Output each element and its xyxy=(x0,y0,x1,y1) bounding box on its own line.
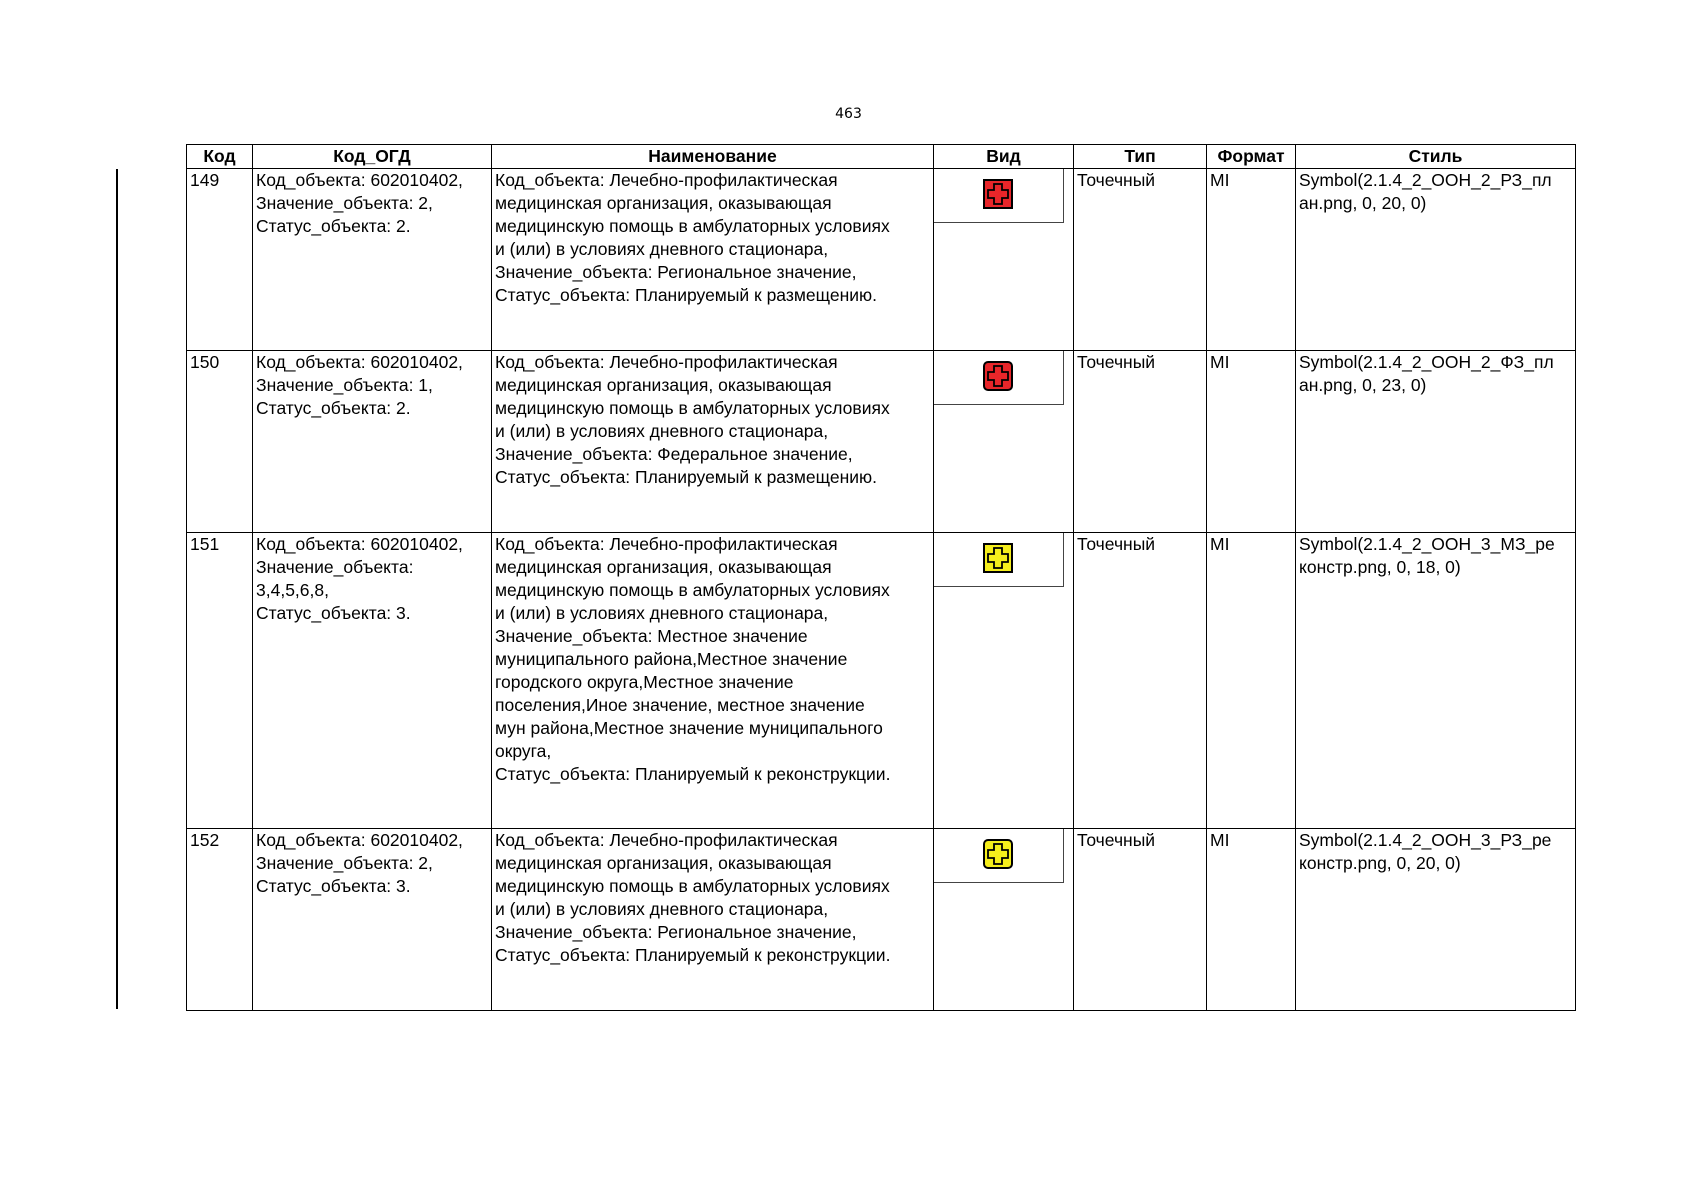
cell-code-ogd: Код_объекта: 602010402, Значение_объекта: 2, Статус_объекта: 3. xyxy=(253,829,492,1011)
header-view: Вид xyxy=(934,145,1074,169)
margin-line xyxy=(116,169,118,1009)
cell-type: Точечный xyxy=(1074,169,1207,351)
yellow-medical-cross-icon xyxy=(983,839,1013,869)
table-header-row xyxy=(187,145,1576,169)
table-row xyxy=(187,351,1576,533)
page-number: 463 xyxy=(835,106,862,122)
cell-format: MI xyxy=(1207,351,1296,533)
table-row xyxy=(187,169,1576,351)
cell-style: Symbol(2.1.4_2_ООН_2_РЗ_пл ан.png, 0, 20, 0) xyxy=(1296,169,1576,351)
header-style: Стиль xyxy=(1296,145,1576,169)
cell-view xyxy=(934,351,1074,533)
cell-name: Код_объекта: Лечебно-профилактическая медицинская организация, оказывающая медицинскую помощь в амбулаторных условиях и (или) в условиях дневного стационара, Значение_объекта: Местное значение муниципального района,Местное значение городского округа,Местное значение поселения,Иное значение, местное значение мун района,Местное значение муниципального округа, Статус_объекта: Планируемый к реконструкции. xyxy=(492,533,934,829)
table-row xyxy=(187,533,1576,829)
table-row xyxy=(187,829,1576,1011)
cell-code: 152 xyxy=(187,829,253,1011)
legend-table xyxy=(186,144,1576,1011)
header-name: Наименование xyxy=(492,145,934,169)
cell-format: MI xyxy=(1207,533,1296,829)
cell-format: MI xyxy=(1207,829,1296,1011)
cell-code-ogd: Код_объекта: 602010402, Значение_объекта: 2, Статус_объекта: 2. xyxy=(253,169,492,351)
cell-view xyxy=(934,829,1074,1011)
cell-type: Точечный xyxy=(1074,351,1207,533)
cell-view xyxy=(934,533,1074,829)
cell-type: Точечный xyxy=(1074,829,1207,1011)
header-code: Код xyxy=(187,145,253,169)
symbol-frame xyxy=(934,829,1064,883)
cell-code: 149 xyxy=(187,169,253,351)
cell-code: 151 xyxy=(187,533,253,829)
yellow-medical-cross-icon xyxy=(983,543,1013,573)
red-medical-cross-icon xyxy=(983,179,1013,209)
symbol-frame xyxy=(934,169,1064,223)
red-medical-cross-icon xyxy=(983,361,1013,391)
cell-code-ogd: Код_объекта: 602010402, Значение_объекта: 3,4,5,6,8, Статус_объекта: 3. xyxy=(253,533,492,829)
cell-code-ogd: Код_объекта: 602010402, Значение_объекта: 1, Статус_объекта: 2. xyxy=(253,351,492,533)
symbol-frame xyxy=(934,533,1064,587)
cell-name: Код_объекта: Лечебно-профилактическая медицинская организация, оказывающая медицинскую помощь в амбулаторных условиях и (или) в условиях дневного стационара, Значение_объекта: Федеральное значение, Статус_объекта: Планируемый к размещению. xyxy=(492,351,934,533)
header-code-ogd: Код_ОГД xyxy=(253,145,492,169)
cell-code: 150 xyxy=(187,351,253,533)
cell-name: Код_объекта: Лечебно-профилактическая медицинская организация, оказывающая медицинскую помощь в амбулаторных условиях и (или) в условиях дневного стационара, Значение_объекта: Региональное значение, Статус_объекта: Планируемый к реконструкции. xyxy=(492,829,934,1011)
symbol-frame xyxy=(934,351,1064,405)
cell-name: Код_объекта: Лечебно-профилактическая медицинская организация, оказывающая медицинскую помощь в амбулаторных условиях и (или) в условиях дневного стационара, Значение_объекта: Региональное значение, Статус_объекта: Планируемый к размещению. xyxy=(492,169,934,351)
cell-type: Точечный xyxy=(1074,533,1207,829)
cell-style: Symbol(2.1.4_2_ООН_3_РЗ_ре констр.png, 0, 20, 0) xyxy=(1296,829,1576,1011)
cell-style: Symbol(2.1.4_2_ООН_2_ФЗ_пл ан.png, 0, 23, 0) xyxy=(1296,351,1576,533)
cell-format: MI xyxy=(1207,169,1296,351)
header-format: Формат xyxy=(1207,145,1296,169)
header-type: Тип xyxy=(1074,145,1207,169)
cell-view xyxy=(934,169,1074,351)
cell-style: Symbol(2.1.4_2_ООН_3_МЗ_ре констр.png, 0, 18, 0) xyxy=(1296,533,1576,829)
